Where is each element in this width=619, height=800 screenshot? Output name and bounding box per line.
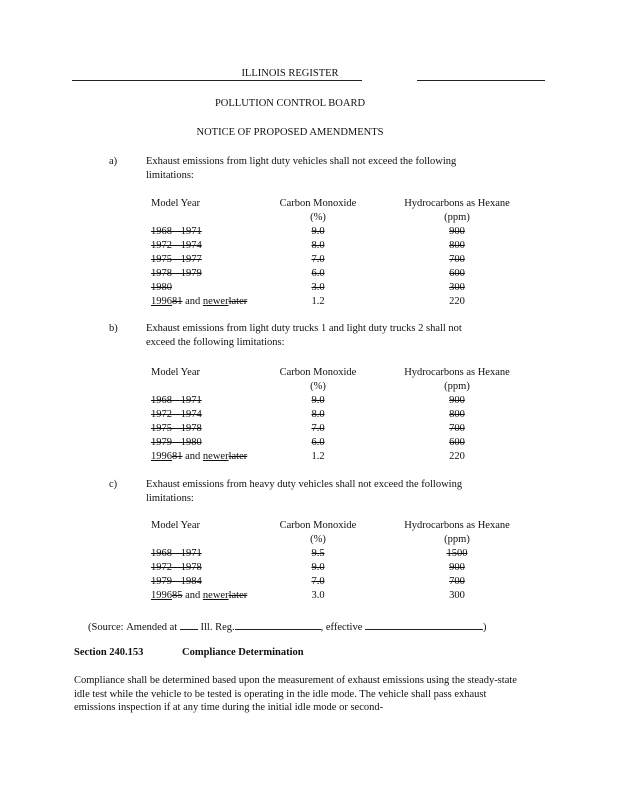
table-row-year: 1972 - 1978 [151, 562, 202, 573]
table-row-hc: 700 [449, 576, 465, 587]
table-row-hc: 300 [449, 282, 465, 293]
subsection-text-line1: Exhaust emissions from heavy duty vehicles shall not exceed the following [146, 479, 463, 490]
table-row-hc: 220 [449, 451, 465, 462]
column-unit-co: (%) [310, 534, 326, 545]
newer-added: newer [202, 296, 229, 307]
table-row-year: 1975 - 1977 [151, 254, 202, 265]
newer-added: newer [202, 451, 229, 462]
table-row-hc: 600 [449, 268, 465, 279]
table-row-year [151, 590, 247, 602]
source-effective: , effective [320, 622, 363, 633]
later-deleted: later [228, 590, 248, 601]
source-note [88, 619, 487, 634]
volume-blank [180, 619, 198, 630]
year-deleted: 81 [172, 451, 183, 462]
page-blank [235, 619, 321, 630]
table-row-year: 1975 - 1978 [151, 423, 202, 434]
table-row-co: 1.2 [311, 451, 325, 462]
subsection-text-line2: exceed the following limitations: [146, 337, 285, 348]
column-header-model-year: Model Year [151, 520, 200, 531]
source-open: (Source: [88, 622, 124, 633]
table-row-year: 1972 - 1974 [151, 240, 202, 251]
table-row-year: 1979 - 1980 [151, 437, 202, 448]
table-row-hc: 800 [449, 240, 465, 251]
column-header-co: Carbon Monoxide [279, 367, 357, 378]
table-row-hc: 300 [449, 590, 465, 601]
source-close: ) [483, 622, 487, 633]
header-rule-right [417, 80, 545, 81]
column-unit-co: (%) [310, 212, 326, 223]
column-header-model-year: Model Year [151, 367, 200, 378]
year-added: 1996 [151, 296, 172, 307]
table-row-year: 1968 - 1971 [151, 548, 202, 559]
column-header-co: Carbon Monoxide [279, 198, 357, 209]
column-header-co: Carbon Monoxide [279, 520, 357, 531]
section-number: Section 240.153 [74, 647, 144, 658]
table-row-hc: 1500 [446, 548, 468, 559]
table-row-co: 6.0 [311, 437, 325, 448]
table-row-co: 3.0 [311, 282, 325, 293]
table-row-co: 1.2 [311, 296, 325, 307]
table-row-hc: 900 [449, 226, 465, 237]
source-amended: Amended at [126, 622, 178, 633]
table-row-co: 8.0 [311, 240, 325, 251]
table-row-hc: 800 [449, 409, 465, 420]
subsection-text-line2: limitations: [146, 170, 194, 181]
board-title: POLLUTION CONTROL BOARD [214, 98, 366, 109]
table-row-co: 7.0 [311, 423, 325, 434]
table-row-year: 1968 - 1971 [151, 226, 202, 237]
year-and: and [182, 296, 203, 307]
column-header-model-year: Model Year [151, 198, 200, 209]
table-row-hc: 220 [449, 296, 465, 307]
column-unit-hc: (ppm) [444, 212, 470, 223]
table-row-co: 7.0 [311, 576, 325, 587]
year-and: and [182, 590, 203, 601]
section-body: Compliance shall be determined based upon the measurement of exhaust emissions using the steady-state idle test while the vehicle to be tested is operating in the idle mode. The vehicle shall pass exhaust emissions inspection if at any time during the initial idle mode or second- [74, 675, 517, 714]
table-row-co: 8.0 [311, 409, 325, 420]
notice-title: NOTICE OF PROPOSED AMENDMENTS [196, 127, 384, 138]
year-deleted: 81 [172, 296, 183, 307]
newer-added: newer [202, 590, 229, 601]
year-added: 1996 [151, 451, 172, 462]
subsection-marker: a) [109, 156, 118, 167]
table-row-hc: 700 [449, 423, 465, 434]
table-row-co: 9.0 [311, 562, 325, 573]
subsection-text-line1: Exhaust emissions from light duty vehicles shall not exceed the following [146, 156, 457, 167]
table-row-co: 9.5 [311, 548, 325, 559]
year-and: and [182, 451, 203, 462]
column-header-hc: Hydrocarbons as Hexane [404, 520, 510, 531]
section-title: Compliance Determination [182, 647, 304, 658]
table-row-hc: 900 [449, 395, 465, 406]
column-unit-hc: (ppm) [444, 534, 470, 545]
table-row-year: 1968 - 1971 [151, 395, 202, 406]
subsection-text-line1: Exhaust emissions from light duty trucks 1 and light duty trucks 2 shall not [146, 323, 462, 334]
later-deleted: later [228, 296, 248, 307]
header-rule-left [72, 80, 362, 81]
register-title: ILLINOIS REGISTER [241, 68, 339, 79]
subsection-marker: b) [109, 323, 118, 334]
date-blank [365, 619, 483, 630]
subsection-marker: c) [109, 479, 118, 490]
column-header-hc: Hydrocarbons as Hexane [404, 198, 510, 209]
table-row-co: 6.0 [311, 268, 325, 279]
table-row-hc: 600 [449, 437, 465, 448]
table-row-co: 3.0 [311, 590, 325, 601]
table-row-hc: 700 [449, 254, 465, 265]
table-row-year: 1972 - 1974 [151, 409, 202, 420]
table-row-year: 1979 - 1984 [151, 576, 202, 587]
table-row-co: 9.0 [311, 395, 325, 406]
table-row-year: 1980 [151, 282, 172, 293]
column-unit-co: (%) [310, 381, 326, 392]
later-deleted: later [228, 451, 248, 462]
table-row-year [151, 296, 247, 308]
subsection-text-line2: limitations: [146, 493, 194, 504]
year-deleted: 85 [172, 590, 183, 601]
year-added: 1996 [151, 590, 172, 601]
table-row-hc: 900 [449, 562, 465, 573]
column-header-hc: Hydrocarbons as Hexane [404, 367, 510, 378]
table-row-year: 1978 - 1979 [151, 268, 202, 279]
column-unit-hc: (ppm) [444, 381, 470, 392]
source-ill-reg: Ill. Reg. [200, 622, 235, 633]
table-row-co: 9.0 [311, 226, 325, 237]
table-row-co: 7.0 [311, 254, 325, 265]
table-row-year [151, 451, 247, 463]
